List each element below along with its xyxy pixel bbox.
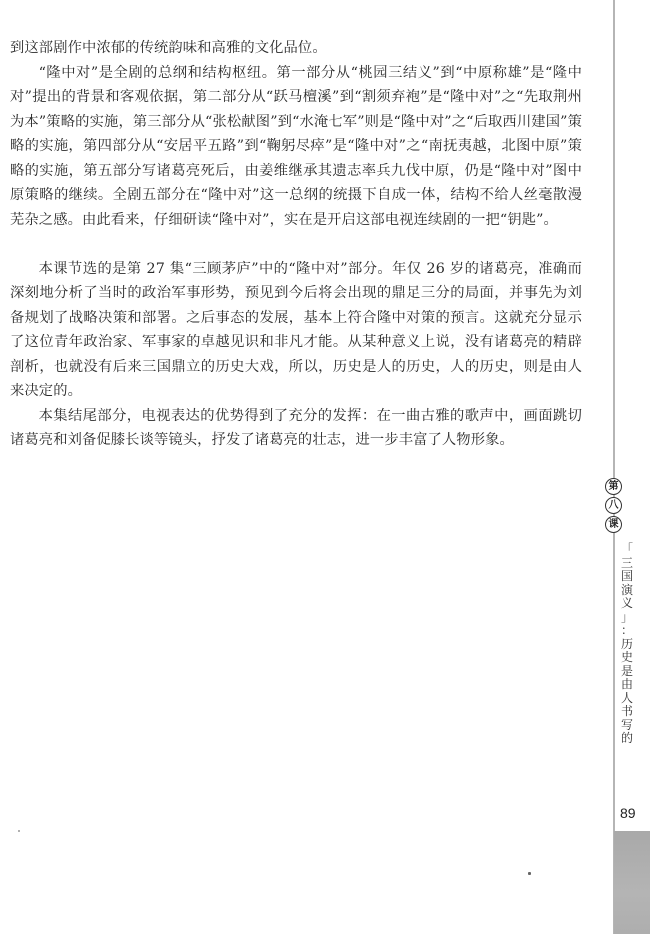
title-char: 由 xyxy=(620,677,633,691)
title-char: 「 xyxy=(620,542,633,556)
title-char: 历 xyxy=(620,636,633,651)
paragraph-1: 到这部剧作中浓郁的传统韵味和高雅的文化品位。 xyxy=(10,40,327,56)
page-number: 89 xyxy=(620,805,636,821)
title-char: 是 xyxy=(620,663,633,678)
title-char: 演 xyxy=(620,582,633,597)
paragraph-3: 本课节选的是第 27 集“三顾茅庐”中的“隆中对”部分。年仅 26 岁的诸葛亮，准确而深刻地分析了当时的政治军事形势，预见到今后将会出现的鼎足三分的局面，并事先为刘备规划了战略决策和部署。之后事态的发展，基本上符合隆中对策的预言。这就充分显示了这位青年政治家、军事家的卓越见识和非凡才能。从某种意义上说，没有诸葛亮的精辟剖析，也就没有后来三国鼎立的历史大戏，所以，历史是人的历史，人的历史，则是由人来决定的。 xyxy=(10,260,582,399)
title-char: 义 xyxy=(620,596,633,610)
title-char: 的 xyxy=(620,731,633,745)
title-char: ： xyxy=(620,623,633,637)
title-char: 史 xyxy=(620,650,633,664)
paragraph-4: 本集结尾部分，电视表达的优势得到了充分的发挥：在一曲古雅的歌声中，画面跳切诸葛亮和刘备促膝长谈等镜头，抒发了诸葛亮的壮志，进一步丰富了人物形象。 xyxy=(10,407,582,448)
title-char: 三 xyxy=(620,555,633,570)
title-char: 」 xyxy=(620,609,633,624)
page-edge-tab xyxy=(614,831,650,934)
lesson-badge-column xyxy=(605,478,623,535)
scan-speck xyxy=(528,872,531,875)
chapter-running-title xyxy=(620,543,634,746)
lesson-badge-ke: 课 xyxy=(605,516,622,533)
title-char: 国 xyxy=(620,569,633,583)
lesson-badge-ba: 八 xyxy=(605,497,622,514)
paragraph-2: “隆中对”是全剧的总纲和结构枢纽。第一部分从“桃园三结义”到“中原称雄”是“隆中对”提出的背景和客观依据，第二部分从“跃马檀溪”到“割须弃袍”是“隆中对”之“先取荆州为本”策略的实施，第三部分从“张松献图”到“水淹七军”则是“隆中对”之“后取西川建国”策略的实施，第四部分从“安居平五路”到“鞠躬尽瘁”是“隆中对”之“南抚夷越，北图中原”策略的实施，第五部分写诸葛亮死后，由姜维继承其遗志率兵九伐中原，仍是“隆中对”图中原策略的继续。全剧五部分在“隆中对”这一总纲的统摄下自成一体，结构不给人丝毫散漫芜杂之感。由此看来，仔细研读“隆中对”，实在是开启这部电视连续剧的一把“钥匙”。 xyxy=(10,64,582,228)
scan-speck xyxy=(18,830,20,832)
title-char: 书 xyxy=(620,704,633,718)
title-char: 写 xyxy=(620,717,633,732)
margin-rule xyxy=(613,0,615,934)
lesson-badge-di: 第 xyxy=(605,478,622,495)
title-char: 人 xyxy=(620,690,633,705)
page-body xyxy=(10,36,582,453)
